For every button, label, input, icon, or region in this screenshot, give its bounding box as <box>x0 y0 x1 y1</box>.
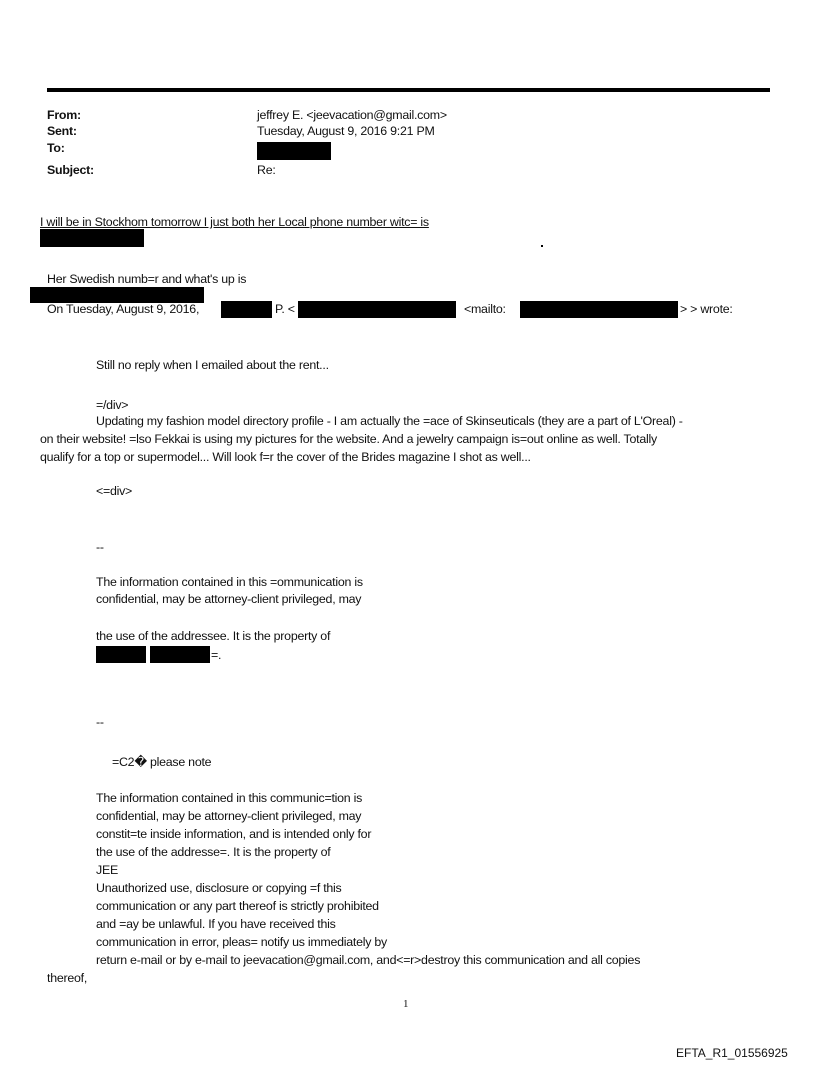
body-line-2: Her Swedish numb=r and what's up is <box>47 272 247 286</box>
disclaimer-1-line-4: =. <box>211 648 222 662</box>
disclaimer-2-line-2: confidential, may be attorney-client privileged, may <box>96 809 362 823</box>
disclaimer-2-line-6: Unauthorized use, disclosure or copying =f this <box>96 881 342 895</box>
disclaimer-2-line-10: return e-mail or by e-mail to jeevacation@gmail.com, and<=r>destroy this communication and all copies <box>96 953 641 967</box>
disclaimer-2-line-11: thereof, <box>47 971 88 985</box>
quote-intro-a: On Tuesday, August 9, 2016, <box>47 302 200 316</box>
page-number: 1 <box>403 998 409 1010</box>
to-label: To: <box>47 141 65 155</box>
please-note: =C2� please note <box>112 755 212 769</box>
quote-line-6: <=div> <box>96 484 133 498</box>
disclaimer-1-line-2: confidential, may be attorney-client privileged, may <box>96 592 362 606</box>
subject-label: Subject: <box>47 163 94 177</box>
stray-dot <box>541 245 543 247</box>
redaction-owner-2 <box>150 646 210 663</box>
quote-line-3: Updating my fashion model directory profile - I am actually the =ace of Skinseuticals (they are a part of L'Oreal) - <box>96 414 683 428</box>
disclaimer-1-line-3: the use of the addressee. It is the property of <box>96 629 331 643</box>
quote-line-4: on their website! =lso Fekkai is using my pictures for the website. And a jewelry campaign is=out online as well. Totally <box>40 432 657 446</box>
document-id: EFTA_R1_01556925 <box>676 1046 788 1060</box>
sent-value: Tuesday, August 9, 2016 9:21 PM <box>257 124 435 138</box>
quote-intro-d: > > wrote: <box>680 302 733 316</box>
redaction-mailto <box>520 301 678 318</box>
quote-line-5: qualify for a top or supermodel... Will look f=r the cover of the Brides magazine I shot as well... <box>40 450 531 464</box>
disclaimer-2-line-3: constit=te inside information, and is intended only for <box>96 827 372 841</box>
redaction-name <box>221 301 272 318</box>
disclaimer-2-line-4: the use of the addresse=. It is the property of <box>96 845 331 859</box>
disclaimer-2-line-5: JEE <box>96 863 118 877</box>
redaction-owner-1 <box>96 646 146 663</box>
disclaimer-2-line-9: communication in error, pleas= notify us immediately by <box>96 935 387 949</box>
redaction-to <box>257 142 331 160</box>
separator-1: -- <box>96 540 104 554</box>
subject-value: Re: <box>257 163 276 177</box>
quote-intro-b: P. < <box>275 302 295 316</box>
sent-label: Sent: <box>47 124 77 138</box>
redaction-phone-local <box>40 229 144 247</box>
quote-line-2: =/div> <box>96 398 129 412</box>
header-rule <box>47 88 770 92</box>
redaction-email <box>298 301 456 318</box>
separator-2: -- <box>96 715 104 729</box>
from-label: From: <box>47 108 81 122</box>
disclaimer-1-line-1: The information contained in this =ommunication is <box>96 575 363 589</box>
from-value: jeffrey E. <jeevacation@gmail.com> <box>257 108 447 122</box>
body-line-1: I will be in Stockhom tomorrow I just both her Local phone number witc= is <box>40 215 429 229</box>
disclaimer-2-line-8: and =ay be unlawful. If you have received this <box>96 917 336 931</box>
disclaimer-2-line-1: The information contained in this communic=tion is <box>96 791 363 805</box>
disclaimer-2-line-7: communication or any part thereof is strictly prohibited <box>96 899 379 913</box>
quote-intro-c: <mailto: <box>464 302 506 316</box>
quote-line-1: Still no reply when I emailed about the rent... <box>96 358 329 372</box>
